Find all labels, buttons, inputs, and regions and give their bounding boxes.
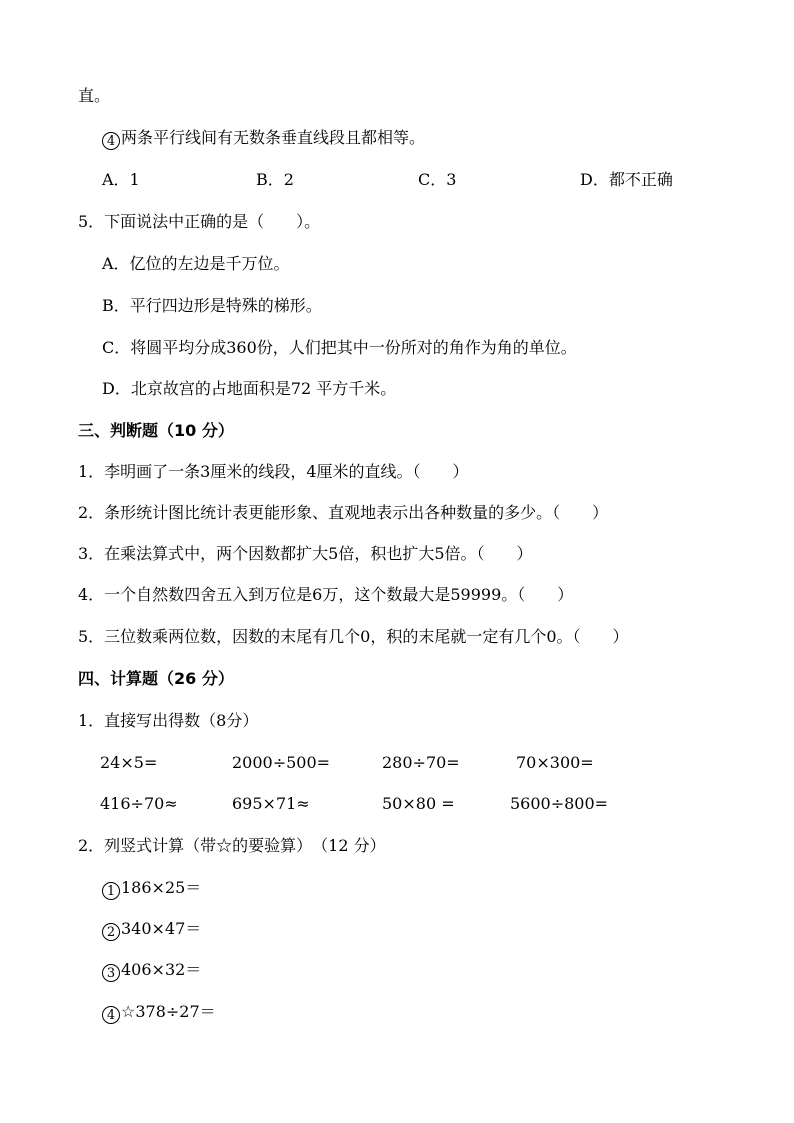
q5-option-d: D．北京故宫的占地面积是72 平方千米。: [102, 379, 397, 398]
oral-calc-8: 5600÷800=: [510, 794, 609, 813]
vertical-calc-expr: 186×25＝: [121, 878, 202, 897]
q4-continuation: 直。: [78, 86, 111, 105]
judge-item-1: 1．李明画了一条3厘米的线段，4厘米的直线。（ ）: [78, 462, 469, 481]
q4-option-a: A．1: [102, 170, 140, 189]
circled-number: 4: [102, 1006, 120, 1024]
section4-title: 四、计算题（26 分）: [78, 669, 234, 688]
judge-item-2: 2．条形统计图比统计表更能形象、直观地表示出各种数量的多少。（ ）: [78, 503, 609, 522]
judge-item-5: 5．三位数乘两位数，因数的末尾有几个0，积的末尾就一定有几个0。（ ）: [78, 627, 629, 646]
q4-statement-4: [102, 128, 425, 150]
oral-calc-2: 2000÷500=: [232, 753, 331, 772]
q5-option-b: B．平行四边形是特殊的梯形。: [102, 296, 322, 315]
vertical-calc-expr: 406×32＝: [121, 960, 202, 979]
q4-option-c: C．3: [418, 170, 457, 189]
circled-number: 4: [102, 132, 120, 150]
oral-calc-6: 695×71≈: [232, 794, 310, 813]
q4-option-b: B．2: [256, 170, 294, 189]
q5-option-a: A．亿位的左边是千万位。: [102, 254, 290, 273]
vertical-calc-expr: 340×47＝: [121, 919, 202, 938]
judge-item-4: 4．一个自然数四舍五入到万位是6万，这个数最大是59999。（ ）: [78, 585, 574, 604]
circled-number: 1: [102, 882, 120, 900]
vertical-calc-1: [102, 878, 201, 900]
section3-title: 三、判断题（10 分）: [78, 421, 234, 440]
vertical-calc-expr: ☆378÷27＝: [121, 1002, 216, 1021]
judge-item-3: 3．在乘法算式中，两个因数都扩大5倍，积也扩大5倍。（ ）: [78, 544, 533, 563]
oral-calc-7: 50×80 =: [382, 794, 455, 813]
q4-statement-4-text: 两条平行线间有无数条垂直线段且都相等。: [121, 128, 426, 147]
circled-number: 3: [102, 964, 120, 982]
oral-calc-1: 24×5=: [100, 753, 158, 772]
calc-sub2-title: 2．列竖式计算（带☆的要验算） （12 分）: [78, 836, 386, 855]
vertical-calc-2: [102, 919, 201, 941]
q5-stem: 5．下面说法中正确的是（ ）。: [78, 212, 321, 231]
calc-sub1-title: 1．直接写出得数（8分）: [78, 711, 259, 730]
q5-option-c: C．将圆平均分成360份，人们把其中一份所对的角作为角的单位。: [102, 338, 577, 357]
oral-calc-5: 416÷70≈: [100, 794, 178, 813]
circled-number: 2: [102, 923, 120, 941]
oral-calc-4: 70×300=: [516, 753, 594, 772]
q4-option-d: D．都不正确: [580, 170, 673, 189]
oral-calc-3: 280÷70=: [382, 753, 460, 772]
vertical-calc-3: [102, 960, 201, 982]
vertical-calc-4: [102, 1002, 216, 1024]
